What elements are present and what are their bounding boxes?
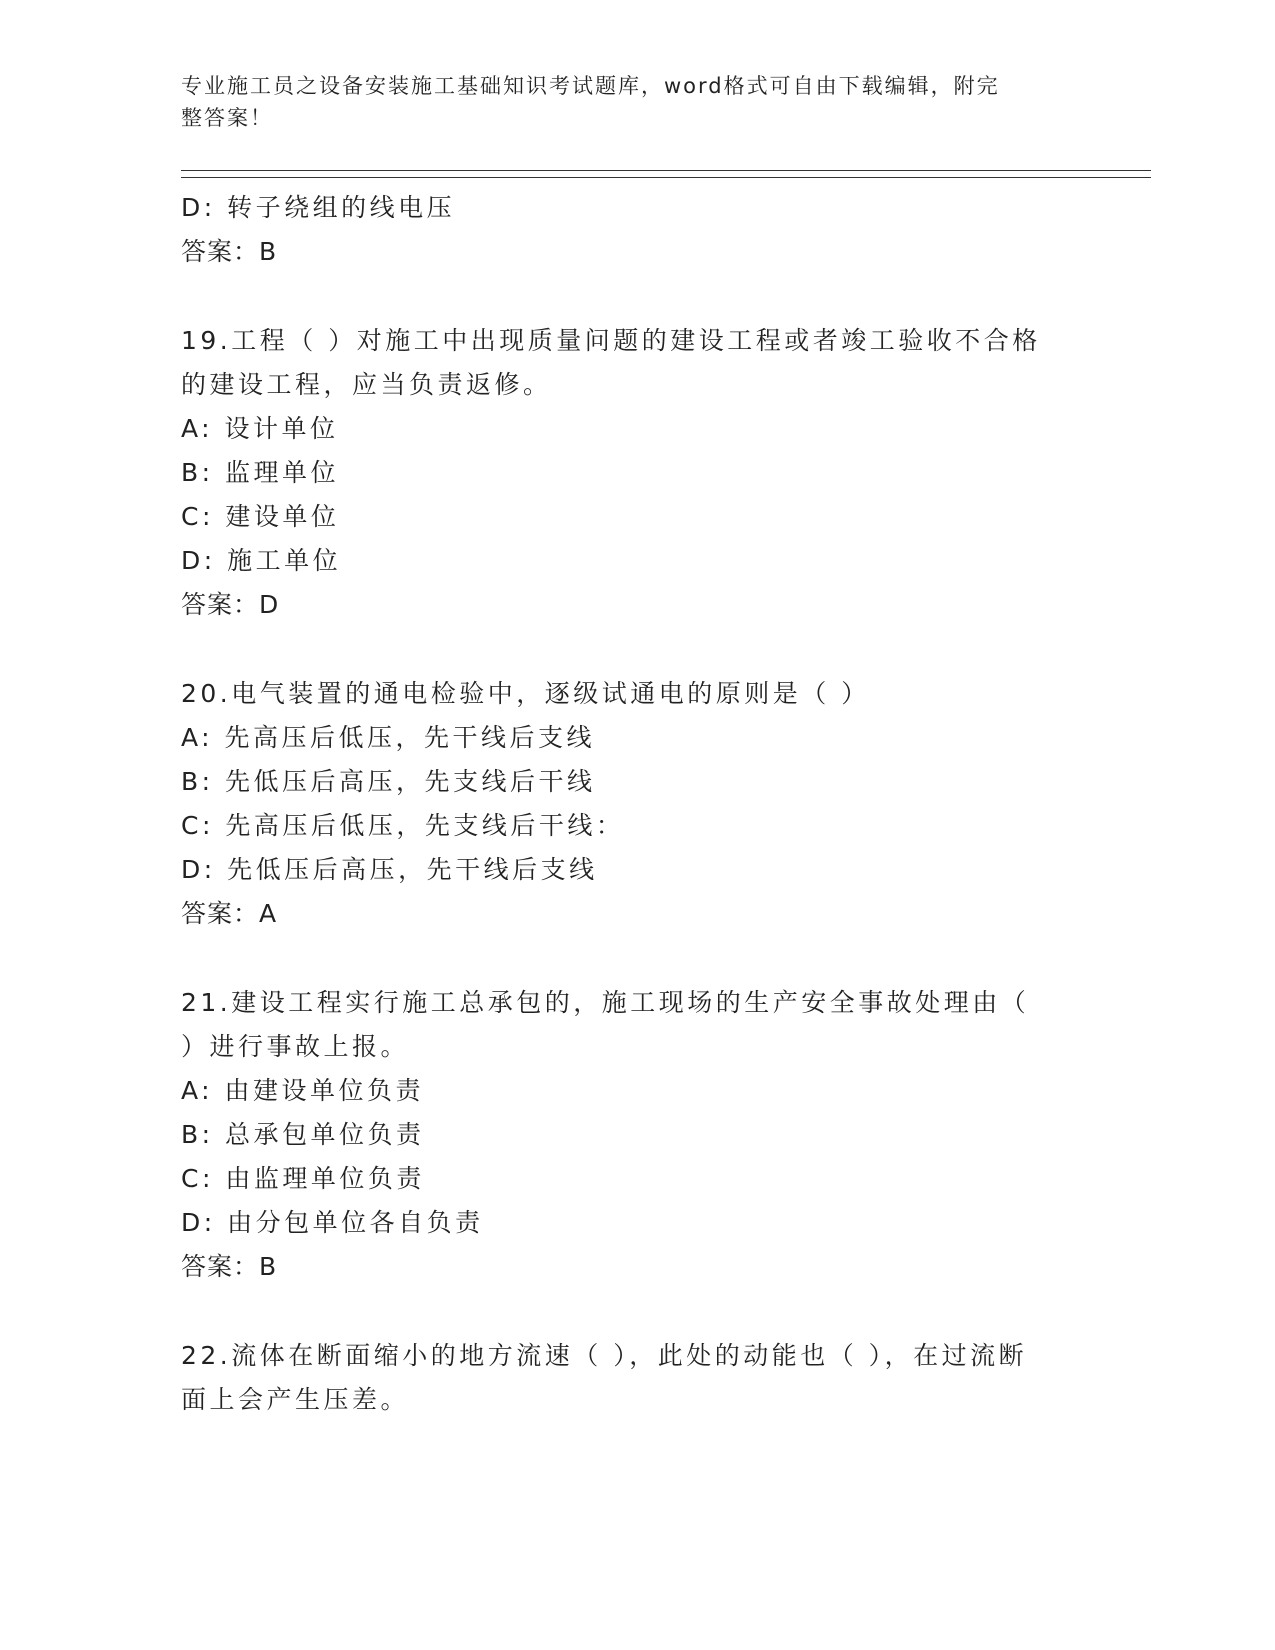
question-20 (181, 672, 1081, 936)
header-divider-bottom (181, 177, 1151, 178)
option-b: B: 监理单位 (181, 458, 340, 487)
answer: 答案：D (181, 590, 280, 619)
question-text-line-1: 20.电气装置的通电检验中，逐级试通电的原则是（ ） (181, 679, 870, 708)
option-d: D: 施工单位 (181, 546, 342, 575)
question-18-tail (181, 186, 1081, 274)
question-text-line-2: 面上会产生压差。 (181, 1385, 410, 1414)
header-divider-top (181, 170, 1151, 171)
option-c: C: 建设单位 (181, 502, 340, 531)
header-line-1: 专业施工员之设备安装施工基础知识考试题库，word格式可自由下载编辑，附完 (181, 74, 1000, 98)
question-text-line-1: 19.工程（ ）对施工中出现质量问题的建设工程或者竣工验收不合格 (181, 326, 1041, 355)
option-d: D: 转子绕组的线电压 (181, 193, 456, 222)
answer: 答案：A (181, 899, 278, 928)
option-d: D: 先低压后高压，先干线后支线 (181, 855, 598, 884)
option-a: A: 先高压后低压，先干线后支线 (181, 723, 596, 752)
question-text-line-2: 的建设工程，应当负责返修。 (181, 370, 552, 399)
option-b: B: 总承包单位负责 (181, 1120, 425, 1149)
question-text-line-1: 22.流体在断面缩小的地方流速（ ），此处的动能也（ ），在过流断 (181, 1341, 1028, 1370)
document-header (181, 70, 1041, 134)
answer: 答案：B (181, 237, 278, 266)
option-c: C: 先高压后低压，先支线后干线： (181, 811, 625, 840)
question-text-line-1: 21.建设工程实行施工总承包的，施工现场的生产安全事故处理由（ (181, 988, 1030, 1017)
option-a: A: 设计单位 (181, 414, 339, 443)
answer: 答案：B (181, 1252, 278, 1281)
question-text-line-2: ）进行事故上报。 (181, 1032, 410, 1061)
spacer (181, 1289, 1081, 1334)
option-b: B: 先低压后高压，先支线后干线 (181, 767, 596, 796)
option-a: A: 由建设单位负责 (181, 1076, 425, 1105)
header-line-2: 整答案！ (181, 106, 273, 130)
question-19 (181, 319, 1081, 627)
option-d: D: 由分包单位各自负责 (181, 1208, 484, 1237)
spacer (181, 627, 1081, 672)
question-21 (181, 981, 1081, 1289)
question-22 (181, 1334, 1081, 1422)
question-list (181, 186, 1081, 1422)
option-c: C: 由监理单位负责 (181, 1164, 425, 1193)
spacer (181, 274, 1081, 319)
spacer (181, 936, 1081, 981)
